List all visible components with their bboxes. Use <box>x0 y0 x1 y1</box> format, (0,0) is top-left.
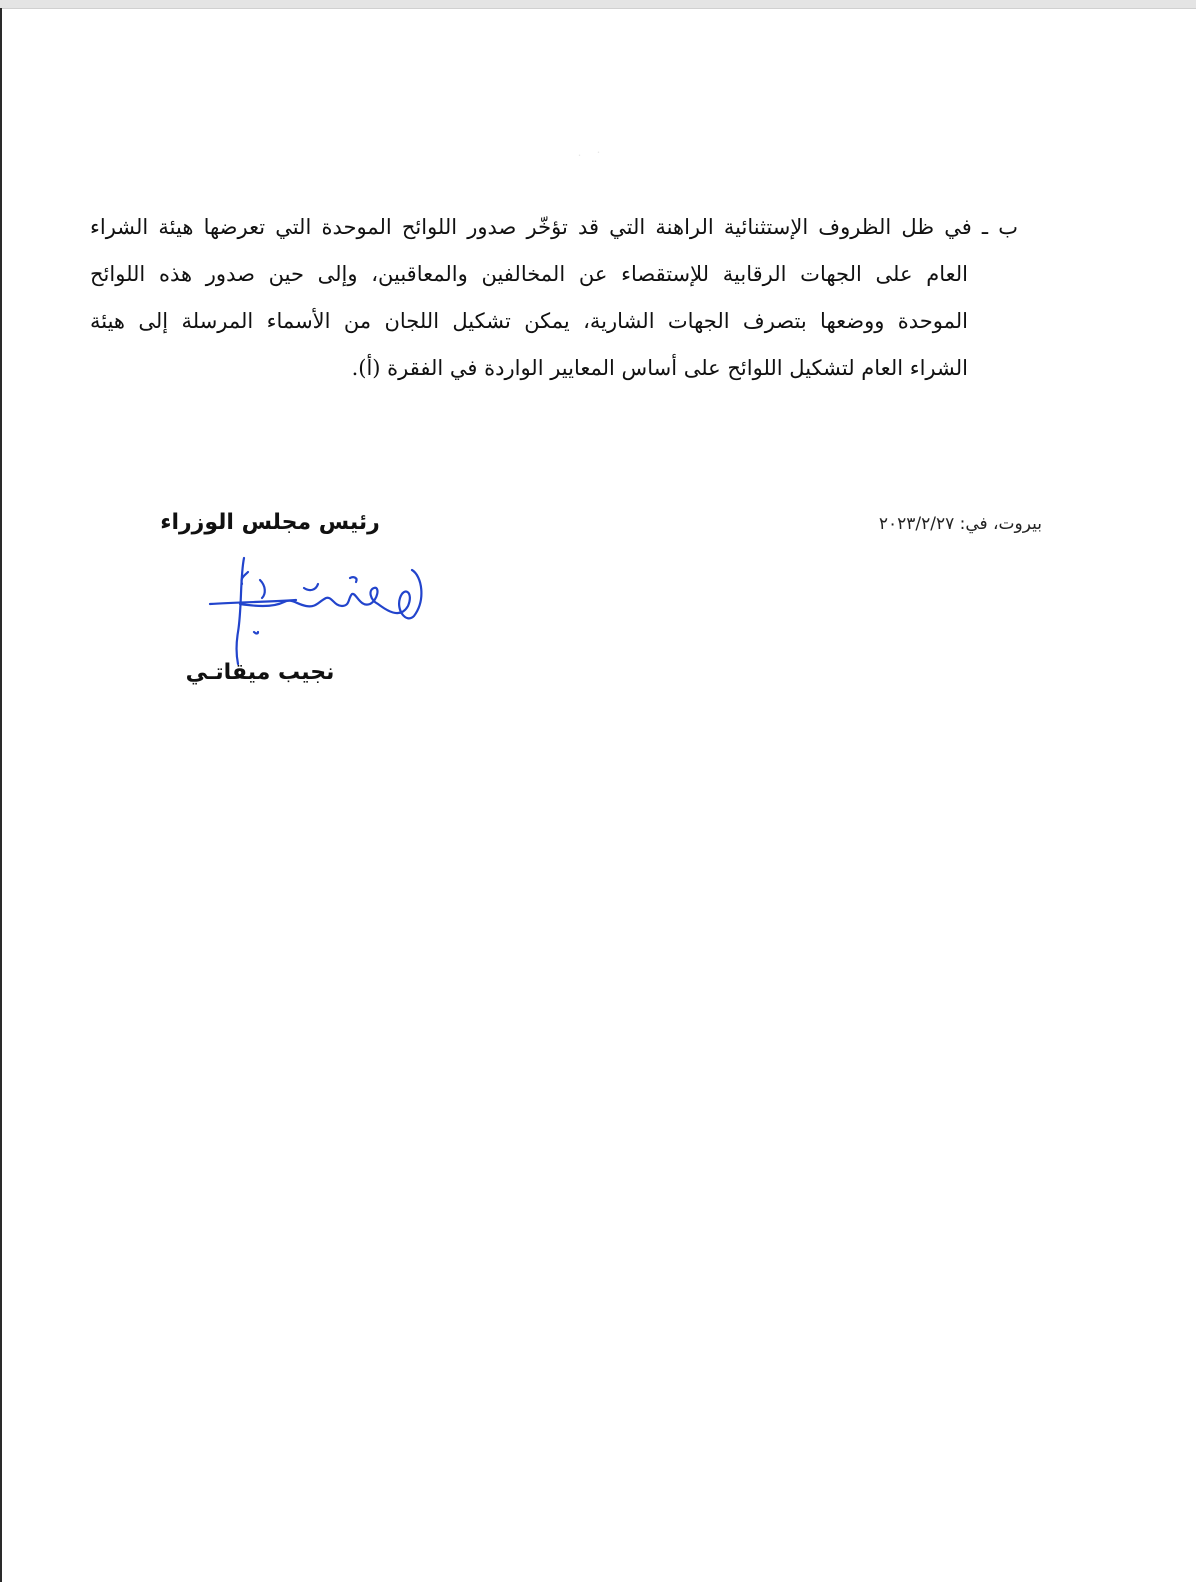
paragraph-line-1-text: في ظل الظروف الإستثنائية الراهنة التي قد تؤخّر صدور اللوائح الموحدة التي تعرضها هيئة الشراء <box>90 215 972 239</box>
paragraph-marker: ب ـ <box>981 215 1019 239</box>
paragraph-line-1 <box>90 204 1018 251</box>
signatory-name: نجيب ميقاتـي <box>185 660 335 685</box>
paragraph-b <box>90 204 1018 392</box>
signatory-title: رئيس مجلس الوزراء <box>160 510 380 535</box>
paragraph-line-3: الموحدة ووضعها بتصرف الجهات الشارية، يمكن تشكيل اللجان من الأسماء المرسلة إلى هيئة <box>90 309 968 333</box>
page-left-edge <box>0 8 2 1582</box>
date-place-line: بيروت، في: ٢٠٢٣/٢/٢٧ <box>878 514 1042 534</box>
faint-scan-mark: . · <box>577 146 607 159</box>
viewer-top-bar <box>0 0 1196 9</box>
paragraph-line-2: العام على الجهات الرقابية للإستقصاء عن المخالفين والمعاقبين، وإلى حين صدور هذه اللوائح <box>90 262 968 286</box>
handwritten-signature <box>200 548 440 668</box>
paragraph-line-4: الشراء العام لتشكيل اللوائح على أساس المعايير الواردة في الفقرة (أ). <box>351 356 968 380</box>
